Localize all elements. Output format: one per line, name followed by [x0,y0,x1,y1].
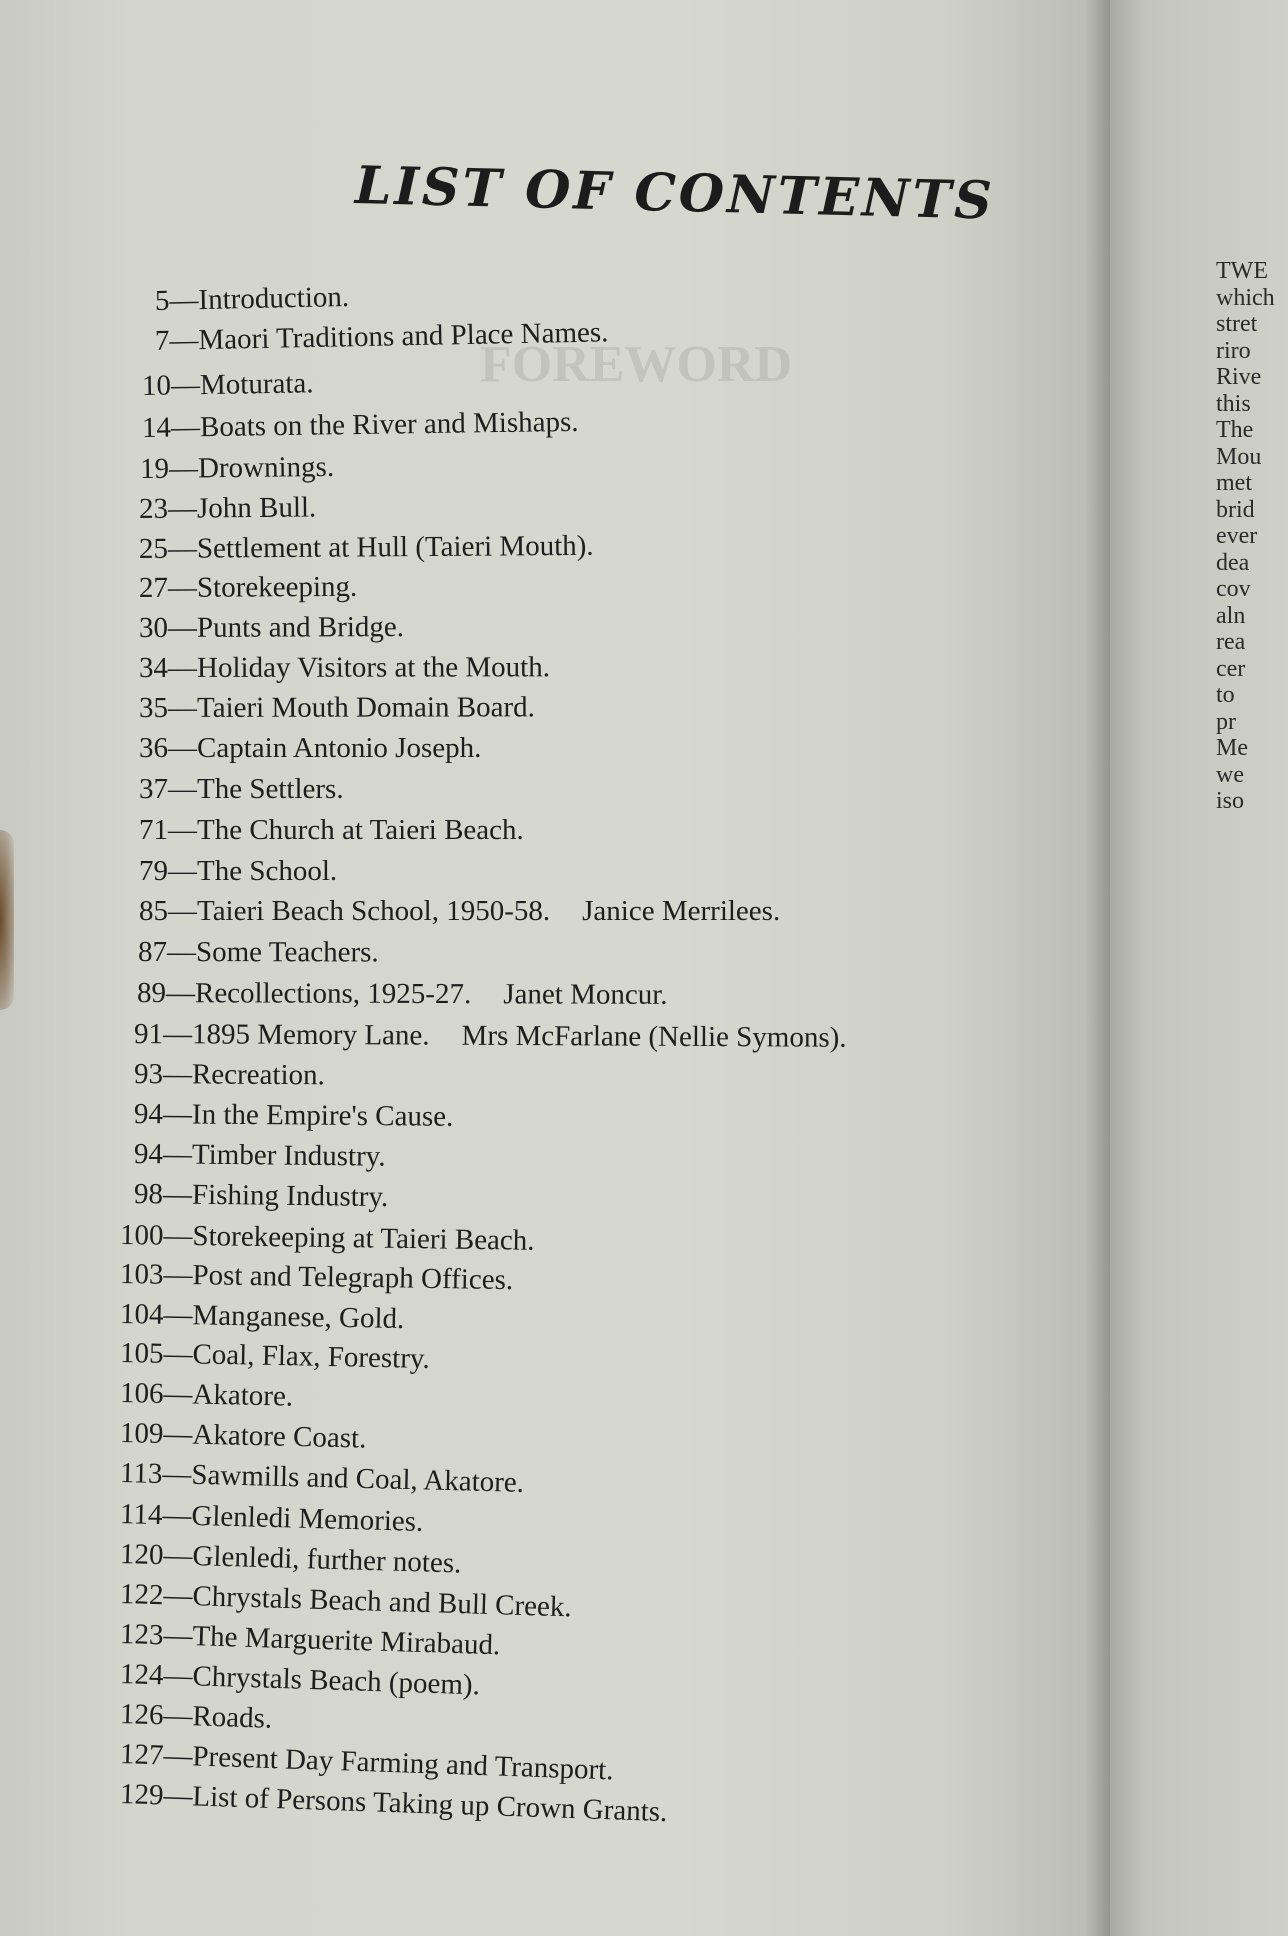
toc-entry [139,773,344,806]
toc-title: Recollections, 1925-27. [194,977,472,1011]
toc-page-number: 7 [154,324,170,357]
toc-entry [120,1457,525,1500]
toc-page-number: 126 [119,1698,164,1732]
toc-dash: — [162,1659,193,1693]
toc-entry [119,1698,272,1736]
facing-page-fragment: dea [1216,549,1250,576]
toc-dash: — [162,1699,193,1733]
toc-dash: — [162,1098,193,1131]
facing-page-fragment: ever [1216,523,1258,549]
toc-dash: — [163,1377,193,1411]
toc-title: The School. [197,855,338,887]
toc-dash: — [167,611,198,644]
toc-title: Fishing Industry. [191,1178,389,1214]
toc-page-number: 89 [136,977,167,1010]
toc-entry [139,530,594,566]
toc-entry [139,691,535,725]
toc-page-number: 25 [138,532,169,565]
toc-page-number: 35 [138,691,169,724]
toc-dash: — [163,1619,193,1653]
toc-title: Storekeeping at Taieri Beach. [192,1220,535,1257]
toc-dash: — [162,1138,193,1171]
toc-page-number: 37 [139,773,168,805]
toc-page-number: 27 [138,571,169,604]
toc-title: Taieri Mouth Domain Board. [196,691,535,724]
toc-title: Sawmills and Coal, Akatore. [191,1458,525,1499]
facing-page-fragment: stret [1216,311,1258,337]
toc-title: Roads. [191,1700,273,1735]
toc-entry [120,1538,462,1581]
toc-title: Holiday Visitors at the Mouth. [196,651,550,684]
toc-dash: — [168,814,197,846]
toc-title: Moturata. [199,367,314,402]
toc-page-number: 87 [137,936,168,969]
toc-entry [120,1498,424,1539]
toc-dash: — [163,1337,193,1371]
toc-page-number: 109 [119,1417,164,1450]
toc-page-number: 129 [119,1778,165,1812]
page-title: LIST OF CONTENTS [354,154,996,232]
toc-entry [120,1377,294,1414]
toc-title: John Bull. [196,491,317,525]
toc-title: Some Teachers. [195,936,379,969]
toc-title: Maori Traditions and Place Names. [198,316,609,357]
toc-dash: — [169,284,199,317]
toc-page-number: 104 [119,1298,164,1331]
toc-title: Storekeeping. [196,570,358,604]
toc-title: Akatore Coast. [192,1418,367,1455]
toc-page-number: 100 [119,1219,164,1252]
toc-entry [139,895,780,928]
show-through-text: FOREWORD [480,336,792,393]
toc-entry [140,451,334,486]
toc-title: The Settlers. [197,773,344,805]
toc-entry [120,1618,501,1662]
facing-page-fragment: we [1216,761,1244,788]
toc-dash: — [166,936,197,969]
toc-entry [139,491,317,526]
toc-dash: — [168,895,197,927]
toc-author: Mrs McFarlane (Nellie Symons). [461,1019,847,1054]
toc-page-number: 123 [119,1618,164,1652]
toc-page-number: 98 [133,1178,164,1211]
toc-title: The Church at Taieri Beach. [197,814,524,846]
toc-dash: — [162,1018,193,1051]
toc-entry [134,1058,325,1092]
facing-page-fragment: this [1216,390,1251,417]
facing-page-fragment: pr [1216,708,1236,735]
toc-title: Chrystals Beach and Bull Creek. [192,1580,573,1624]
facing-page-fragment: riro [1216,337,1251,364]
toc-entry [142,406,579,445]
toc-page-number: 36 [139,732,168,764]
toc-page-number: 30 [138,611,169,644]
toc-dash: — [167,532,198,565]
toc-title: Timber Industry. [191,1138,386,1173]
facing-page-fragment: Mou [1216,443,1262,470]
toc-entry [120,1417,367,1456]
toc-entry [139,651,550,685]
toc-dash: — [162,1739,194,1773]
facing-page-fragment: to [1216,682,1235,708]
facing-page-fragment: aln [1216,602,1246,629]
toc-author: Janice Merrilees. [582,895,781,927]
toc-dash: — [163,1298,193,1332]
toc-title: Drownings. [197,450,335,485]
toc-title: Glenledi Memories. [191,1499,424,1538]
toc-page-number: 93 [133,1058,164,1091]
toc-entry [120,1578,573,1624]
toc-title: 1895 Memory Lane. [191,1018,430,1052]
toc-dash: — [163,1579,193,1613]
toc-dash: — [167,492,198,525]
toc-dash: — [168,855,197,887]
toc-page-number: 114 [119,1498,163,1532]
facing-page-fragment: met [1216,470,1252,496]
toc-title: Glenledi, further notes. [192,1540,462,1580]
toc-entry [138,936,379,969]
toc-page-number: 14 [141,411,172,444]
toc-page-number: 94 [133,1138,164,1171]
toc-entry [134,1138,386,1174]
toc-title: In the Empire's Cause. [191,1098,454,1133]
toc-entry [139,855,337,888]
toc-title: List of Persons Taking up Crown Grants. [191,1780,668,1829]
toc-page-number: 19 [139,452,170,485]
toc-author: Janet Moncur. [503,978,668,1011]
toc-entry [139,611,404,645]
toc-entry [134,1098,454,1134]
toc-dash: — [168,452,199,485]
toc-dash: — [163,1417,193,1451]
toc-page-number: 103 [119,1258,164,1291]
toc-page-number: 105 [119,1337,164,1370]
facing-page-fragment: iso [1216,788,1245,814]
toc-dash: — [163,1539,193,1573]
toc-dash: — [169,324,199,357]
toc-dash: — [167,691,198,724]
toc-title: Punts and Bridge. [196,611,405,644]
toc-page-number: 5 [154,284,170,317]
toc-entry [137,977,668,1012]
toc-dash: — [163,1258,193,1292]
toc-dash: — [162,1458,192,1491]
toc-dash: — [167,571,198,604]
toc-page-number: 106 [119,1377,164,1410]
toc-title: Captain Antonio Joseph. [197,732,482,764]
toc-entry [120,1337,430,1376]
facing-page-fragment: Me [1216,735,1248,761]
toc-title: Introduction. [198,280,350,317]
toc-page-number: 94 [133,1098,164,1131]
toc-dash: — [168,773,197,805]
facing-page-fragment: brid [1216,496,1255,523]
toc-title: Taieri Beach School, 1950-58. [197,895,551,927]
toc-entry [120,1258,514,1297]
toc-title: Chrystals Beach (poem). [191,1660,481,1702]
toc-page-number: 23 [138,492,169,525]
toc-page-number: 113 [119,1457,163,1491]
toc-title: Akatore. [192,1378,294,1413]
toc-page-number: 10 [141,369,172,402]
toc-dash: — [170,369,201,402]
toc-title: Boats on the River and Mishaps. [199,405,579,444]
toc-entry [139,571,357,605]
toc-dash: — [162,1178,193,1211]
toc-page-number: 85 [139,895,168,927]
toc-page-number: 127 [119,1738,165,1772]
toc-page-number: 71 [139,814,168,846]
toc-entry [155,316,609,358]
toc-title: Manganese, Gold. [192,1299,405,1335]
facing-page-fragment: The [1216,417,1254,443]
toc-entry [119,1658,480,1702]
toc-entry [139,814,524,847]
facing-page-fragment: cov [1216,576,1251,602]
toc-entry [142,367,314,403]
toc-entry [120,1219,535,1258]
toc-title: Post and Telegraph Offices. [192,1259,514,1297]
toc-dash: — [165,977,196,1010]
toc-title: The Marguerite Mirabaud. [192,1620,501,1662]
facing-page-fragment: rea [1216,629,1246,655]
toc-dash: — [162,1058,193,1091]
facing-page-fragment: Rive [1216,364,1262,390]
facing-page-fragment: which [1216,284,1275,311]
toc-title: Settlement at Hull (Taieri Mouth). [196,529,594,565]
toc-dash: — [162,1779,194,1813]
toc-entry [120,1298,405,1336]
toc-page-number: 120 [119,1538,164,1572]
toc-title: Present Day Farming and Transport. [191,1740,615,1787]
toc-page-number: 34 [138,651,169,684]
toc-entry [134,1178,389,1214]
toc-title: Recreation. [191,1058,325,1092]
toc-dash: — [162,1499,192,1532]
toc-page-number: 79 [139,855,168,887]
facing-page-fragment: TWE [1216,258,1268,284]
toc-dash: — [167,651,198,684]
toc-dash: — [170,411,201,444]
toc-title: Coal, Flax, Forestry. [192,1338,431,1375]
toc-entry [134,1018,847,1055]
toc-entry [155,281,350,318]
toc-dash: — [168,732,197,764]
toc-page-number: 124 [119,1658,164,1692]
toc-dash: — [163,1219,193,1253]
facing-page-fragment: cer [1216,655,1246,682]
toc-page-number: 122 [119,1578,164,1612]
toc-page-number: 91 [133,1018,164,1051]
toc-entry [139,732,481,765]
